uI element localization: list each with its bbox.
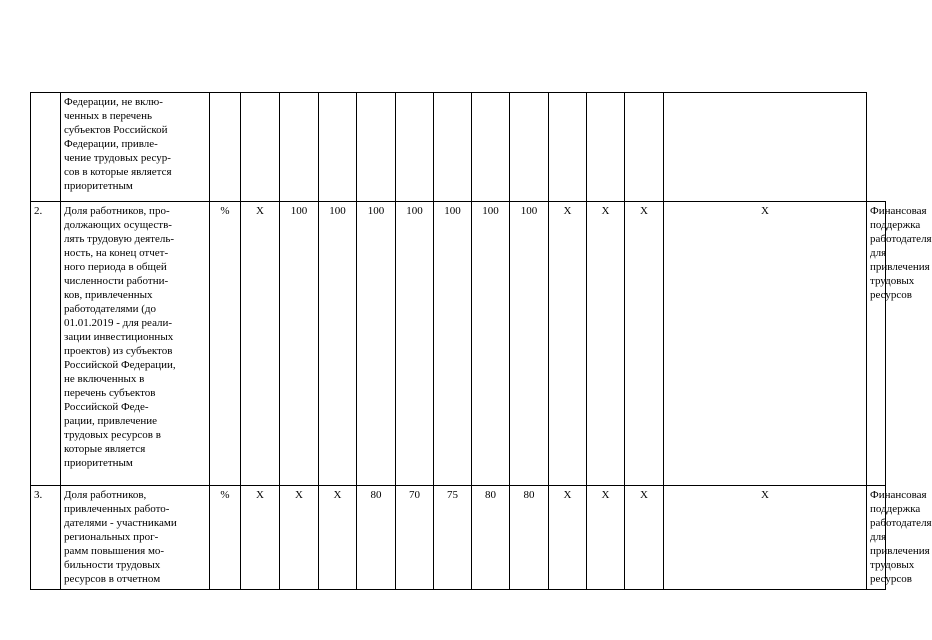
measure-cell: Финансовая поддержка работодателя для привлечения трудовых ресурсов — [867, 202, 886, 486]
value-cell — [549, 93, 587, 202]
value-cell: X — [549, 486, 587, 590]
value-cell: 100 — [472, 202, 510, 486]
indicator-name: Федерации, не вклю- ченных в перечень субъектов Российской Федерации, привле- чение трудовых ресур- сов в которые является приоритетным — [61, 93, 210, 202]
value-cell: X — [587, 486, 625, 590]
value-cell: 100 — [357, 202, 396, 486]
value-cell — [472, 93, 510, 202]
value-cell: 80 — [510, 486, 549, 590]
value-cell — [280, 93, 319, 202]
value-cell — [587, 93, 625, 202]
table-row — [31, 93, 886, 202]
measure-cell: Финансовая поддержка работодателя для привлечения трудовых ресурсов — [867, 486, 886, 590]
value-cell: 80 — [357, 486, 396, 590]
value-cell — [319, 93, 357, 202]
value-cell: 100 — [319, 202, 357, 486]
indicator-name: Доля работников, привлеченных работо- дателями - участниками региональных прог- рамм повышения мо- бильности трудовых ресурсов в отчетном — [61, 486, 210, 590]
value-cell: 80 — [472, 486, 510, 590]
value-cell: X — [625, 202, 664, 486]
unit-cell — [210, 93, 241, 202]
indicator-table — [30, 92, 932, 590]
value-cell — [625, 93, 664, 202]
value-cell: X — [280, 486, 319, 590]
value-cell: 100 — [434, 202, 472, 486]
value-cell: X — [319, 486, 357, 590]
row-number: 3. — [31, 486, 61, 590]
value-cell — [434, 93, 472, 202]
value-cell: 70 — [396, 486, 434, 590]
indicator-name: Доля работников, про- должающих осуществ- лять трудовую деятель- ность, на конец отчет- ного периода в общей численности работни- ков, привлеченных работодателями (до 01.01.2019 - для реали- зации инвестиционных проектов) из субъектов Российской Федерации, не включенных в перечень субъектов Российской Феде- рации, привлечение трудовых ресурсов в которые является приоритетным — [61, 202, 210, 486]
table-row — [31, 202, 886, 486]
value-cell: 100 — [396, 202, 434, 486]
value-cell: 100 — [280, 202, 319, 486]
value-cell — [510, 93, 549, 202]
row-number: 2. — [31, 202, 61, 486]
value-cell: X — [241, 486, 280, 590]
value-cell: X — [625, 486, 664, 590]
value-cell: 100 — [510, 202, 549, 486]
unit-cell: % — [210, 486, 241, 590]
value-cell — [357, 93, 396, 202]
row-number — [31, 93, 61, 202]
value-cell: X — [587, 202, 625, 486]
value-cell: 75 — [434, 486, 472, 590]
value-cell: X — [549, 202, 587, 486]
value-cell: X — [241, 202, 280, 486]
table-row — [31, 486, 886, 590]
value-cell — [396, 93, 434, 202]
value-cell: X — [664, 486, 867, 590]
unit-cell: % — [210, 202, 241, 486]
measure-cell — [664, 93, 867, 202]
value-cell: X — [664, 202, 867, 486]
value-cell — [241, 93, 280, 202]
